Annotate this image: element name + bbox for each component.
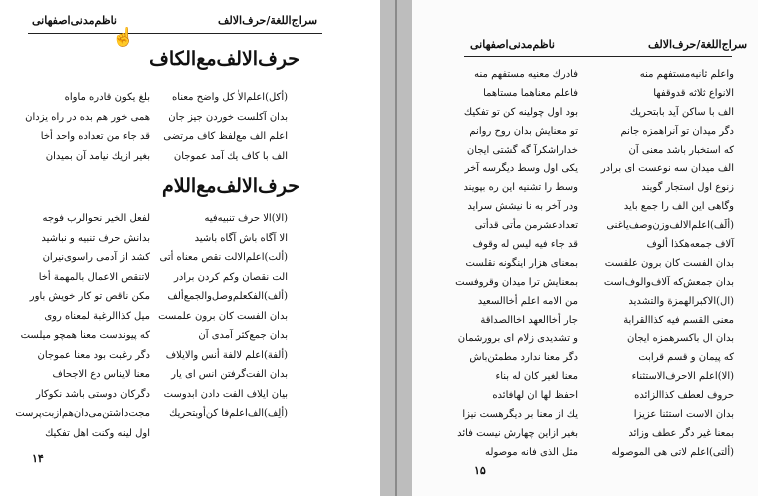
right-header-title: سراج‌اللغة/حرف‌الالف: [648, 38, 748, 51]
left-section-2-right-column: [158, 209, 288, 424]
verse-line: وگاهى اين الف را جمع بايد: [623, 201, 734, 213]
verse-line: ميل كذاالرغبة لمعناه روى: [44, 310, 150, 322]
verse-line: يك از معنا بر ديگرهست نيزا: [462, 409, 578, 421]
verse-line: بغير ازاين چهارش نيست فائد: [457, 427, 578, 439]
right-header-author: ناظم‌مدنی‌اصفهانی: [470, 38, 555, 51]
verse-line: بود اول چولينه كن تو تفكيك: [463, 106, 578, 118]
verse-line: الف ميدان سه نوعست اى برادر: [600, 163, 734, 175]
verse-line: مكن ناقص تو كار خويش باور: [29, 291, 150, 302]
verse-line: بغير ازيك نيامد آن بميدان: [45, 150, 150, 162]
left-section-2-left-column: [15, 209, 150, 443]
verse-line: الف با ساكن آيد بابتحريك: [629, 106, 734, 118]
gutter-divider: [395, 0, 397, 496]
left-section-1-right-column: [163, 88, 288, 166]
verse-line: خداراشكرآ گه گشتى ايجان: [466, 144, 578, 156]
verse-line: (الا)اعلم الاحرف‌الاستثناء: [631, 371, 734, 383]
right-page: [412, 0, 758, 496]
verse-line: (ألتى)اعلم لاتى هى الموصوله: [611, 446, 734, 458]
verse-line: اول لينه وكنت اهل تفكيك: [45, 427, 150, 439]
verse-line: (ألَف)اعلم‌الالف‌وزن‌وصف‌ياغنى: [606, 220, 734, 232]
verse-line: بدان جمعش‌كه آلاف‌والوف‌است: [603, 276, 734, 288]
verse-line: حروف لعطف كذاالزائده: [634, 390, 734, 402]
verse-line: (ألت)اعلم‌الالت نقص معناه أتى: [159, 252, 288, 263]
verse-line: بدان جمع‌كثر آمدی آن: [198, 330, 288, 341]
left-header-author: ناظم‌مدنی‌اصفهانی: [32, 14, 117, 27]
verse-line: احفظ لها ان لهافائده: [492, 390, 578, 402]
verse-line: (الا)الا حرف تنبيه‌فيه: [204, 213, 288, 224]
verse-line: ودر آخر به نا نيشش سرايد: [467, 201, 578, 213]
left-heading-2: حرف‌الالف‌مع‌اللام: [162, 175, 300, 197]
left-header-title: سراج‌اللغة/حرف‌الالف: [218, 14, 318, 27]
verse-line: الف با كاف يك آمد عموجان: [173, 150, 288, 162]
verse-line: آلاف جمعه‌هكذا ألوف: [646, 239, 734, 251]
verse-line: دگر رغبت بود معنا عموجان: [37, 349, 150, 361]
left-page-number: ١۴: [32, 452, 44, 465]
verse-line: وسط را تشنيه اين ره بپويند: [463, 182, 578, 194]
verse-line: فادرك معنيه مستفهم منه: [474, 69, 578, 80]
verse-line: قد جاء فيه ليس له وقوف: [472, 239, 578, 251]
left-section-1-left-column: [25, 88, 150, 166]
verse-line: جار أخاالعهد اخاالصداقة: [480, 314, 578, 326]
verse-line: الانواع ثلاثه قدوقفها: [653, 87, 734, 99]
verse-line: كه پيوندست معنا همچو ميلست: [20, 330, 150, 341]
verse-line: كه استخبار باشد معنى آن: [628, 144, 734, 156]
verse-line: بمعناى هزار اينگونه نقلست: [465, 257, 578, 269]
verse-line: مجت‌داشتن‌مى‌دان‌هم‌از‌بت‌پرست: [15, 408, 150, 419]
left-heading-1: حرف‌الالف‌مع‌الكاف: [149, 48, 300, 70]
verse-line: واعلم ثانيه‌مستفهم منه: [639, 69, 734, 80]
verse-line: الا آگاه باش آگاه باشيد: [194, 232, 288, 244]
right-column-left: [455, 66, 578, 463]
verse-line: معنا لايناس دع الاجحاف: [52, 369, 150, 380]
verse-line: معنا لغير كان له بناء: [495, 371, 578, 383]
right-page-number: ١۵: [474, 464, 486, 477]
verse-line: زنوع اول استجار گويند: [641, 182, 734, 194]
verse-line: قد جاء من تعداده واحد أخا: [40, 131, 150, 142]
verse-line: كه پيمان و قسم قرابت: [638, 352, 734, 364]
verse-line: بدان الفت‌گرفتن انس اى يار: [171, 369, 288, 380]
verse-line: (ألِف)الف‌اعلم‌فا كن‌أو‌بتحريك: [169, 408, 288, 419]
verse-line: (ألفة)اعلم لالفة أنس والايلاف: [165, 349, 288, 361]
verse-line: بيان ايلاف الفت دادن ابدوست: [163, 388, 288, 400]
verse-line: لفعل الخير نحوالرب فوجه: [42, 213, 150, 224]
verse-line: الت نقصان وكم كردن برادر: [174, 271, 288, 283]
verse-line: بدان ال باكسرهمزه ايجان: [627, 333, 734, 345]
verse-line: بمعنايش ترا ميدان وقروفست: [455, 276, 578, 288]
verse-line: همى خور هم بده در راه يزدان: [25, 111, 150, 123]
left-header-rule: [28, 33, 322, 34]
verse-line: (ألف)الفكعلم‌وصل‌والجمع‌ألف: [167, 291, 288, 302]
right-header-rule: [464, 56, 732, 57]
verse-line: (أكل)اعلم‌الاٰ كل واضح معناه: [171, 92, 288, 103]
verse-line: دگركان دوستى باشد نكوكار: [36, 388, 150, 400]
verse-line: بدان آكلست خوردن جيز جان: [168, 111, 288, 123]
verse-line: بدان الاست استثنا عزيزا: [633, 409, 734, 421]
verse-line: دگر ميدان تو آنراهمزه جانم: [620, 125, 734, 137]
verse-line: تو معنايش بدان روح روانم: [469, 125, 578, 137]
verse-line: كشد از آدمى راسوى‌نيران: [42, 252, 150, 263]
verse-line: دگر معنا ندارد مطمئن‌باش: [469, 352, 578, 364]
verse-line: بلغ يكون قادره ماواه: [64, 92, 150, 103]
verse-line: من الامه اعلم أخاالسعيد: [477, 295, 578, 307]
verse-line: (ال)الاكبرالهمزة والتشديد: [628, 295, 734, 307]
verse-line: مثل الذى فانه موصوله: [485, 446, 578, 458]
hand-cursor-icon: ☝: [112, 27, 135, 48]
right-column-right: [601, 66, 734, 463]
verse-line: بدان الفست كان برون علمست: [158, 310, 288, 322]
verse-line: بدانش حرف تنبيه و نباشيد: [41, 232, 150, 244]
verse-line: لاتنقص الاعمال بالمهمة أخا: [38, 271, 150, 283]
verse-line: اعلم الف مع‌لفظ كاف مرتضى: [163, 131, 288, 142]
verse-line: معنى القسم فيه كذاالقرابة: [623, 314, 734, 326]
verse-line: يكى اول وسط ديگرسه آخر: [464, 163, 578, 175]
verse-line: بمعنا غير دگر عطف وزائد: [628, 427, 734, 439]
verse-line: بدان الفست كان برون علفست: [604, 257, 734, 269]
verse-line: تعدادعشرمن مأتى قدأتى: [474, 220, 578, 232]
verse-line: فاعلم معناهما مستاهما: [483, 87, 578, 99]
verse-line: و تشديدى زلام اى برورشمان: [457, 333, 578, 345]
